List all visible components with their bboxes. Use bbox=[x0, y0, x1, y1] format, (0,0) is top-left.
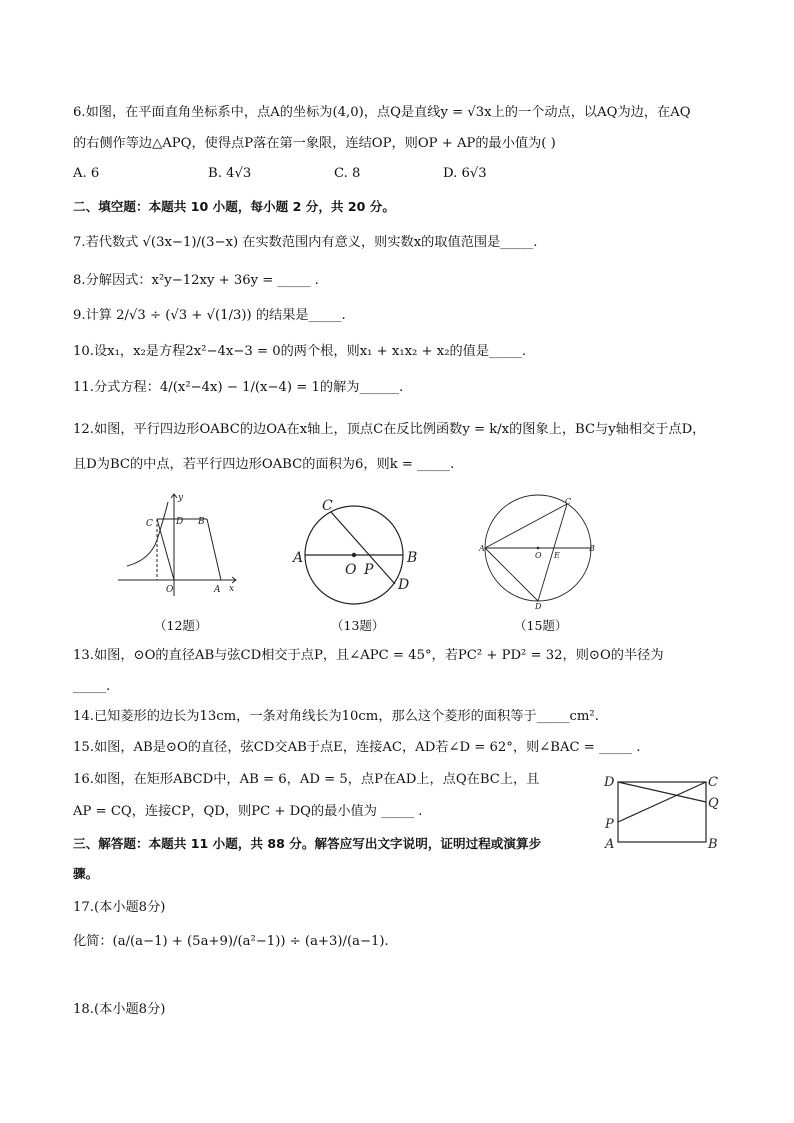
q6-option-d: D. 6√3 bbox=[443, 166, 487, 181]
fig15-label-d: D bbox=[535, 602, 542, 610]
caption-12: （12题） bbox=[154, 618, 208, 633]
fig13-label-d: D bbox=[398, 577, 410, 593]
q8: 8.分解因式：x²y−12xy + 36y = _____ . bbox=[73, 273, 319, 288]
q16-line2: AP = CQ，连接CP，QD，则PC + DQ的最小值为 _____ . bbox=[73, 804, 423, 819]
fig15-label-c: C bbox=[565, 497, 572, 506]
fig13-label-a: A bbox=[293, 550, 304, 566]
fig12-label-x: x bbox=[229, 584, 235, 594]
fig15-label-o: O bbox=[535, 551, 542, 560]
q11: 11.分式方程：4/(x²−4x) − 1/(x−4) = 1的解为______. bbox=[73, 380, 404, 395]
figure-13 bbox=[288, 492, 428, 610]
caption-15: （15题） bbox=[514, 618, 568, 633]
q18-heading: 18.(本小题8分) bbox=[73, 1002, 166, 1017]
fig12-label-d: D bbox=[176, 517, 184, 527]
fig13-label-o: O bbox=[345, 562, 357, 578]
q6-line1: 6.如图，在平面直角坐标系中，点A的坐标为(4,0)，点Q是直线y = √3x上的一个动点，以AQ为边，在AQ bbox=[73, 105, 691, 120]
q16-line1: 16.如图，在矩形ABCD中，AB = 6，AD = 5，点P在AD上，点Q在BC上，且 bbox=[73, 772, 540, 787]
figure-12 bbox=[112, 488, 242, 600]
q7: 7.若代数式 √(3x−1)/(3−x) 在实数范围内有意义，则实数x的取值范围是_____. bbox=[73, 235, 538, 250]
section-3-heading-line2: 骤。 bbox=[73, 866, 99, 881]
figure-16 bbox=[598, 770, 723, 854]
q6-line2: 的右侧作等边△APQ，使得点P落在第一象限，连结OP，则OP + AP的最小值为( ) bbox=[73, 136, 556, 151]
q13-line1: 13.如图，⊙O的直径AB与弦CD相交于点P，且∠APC = 45°，若PC² + PD² = 32，则⊙O的半径为 bbox=[73, 648, 664, 663]
fig16-label-q: Q bbox=[708, 796, 719, 811]
caption-13: （13题） bbox=[331, 618, 385, 633]
q12-line2: 且D为BC的中点，若平行四边形OABC的面积为6，则k = _____. bbox=[73, 457, 455, 472]
fig15-label-e: E bbox=[554, 551, 560, 560]
fig15-label-b: B bbox=[589, 544, 595, 553]
q9: 9.计算 2/√3 ÷ (√3 + √(1/3)) 的结果是_____. bbox=[73, 308, 346, 323]
fig16-label-b: B bbox=[708, 837, 718, 852]
q6-option-c: C. 8 bbox=[334, 166, 361, 181]
q15: 15.如图，AB是⊙O的直径，弦CD交AB于点E，连接AC，AD若∠D = 62°，则∠BAC = _____ . bbox=[73, 740, 641, 755]
fig13-label-c: C bbox=[322, 498, 333, 514]
fig16-label-d: D bbox=[604, 775, 615, 790]
figure-15 bbox=[474, 492, 604, 610]
fig12-label-b: B bbox=[198, 517, 205, 527]
fig16-label-a: A bbox=[605, 837, 615, 852]
q6-option-b: B. 4√3 bbox=[208, 166, 252, 181]
q14: 14.已知菱形的边长为13cm，一条对角线长为10cm，那么这个菱形的面积等于_____cm². bbox=[73, 709, 599, 724]
q13-line2: _____. bbox=[73, 679, 111, 694]
fig12-label-y: y bbox=[178, 493, 184, 503]
fig16-label-c: C bbox=[708, 775, 718, 790]
section-3-heading-line1: 三、解答题：本题共 11 小题，共 88 分。解答应写出文字说明，证明过程或演算步 bbox=[73, 836, 542, 851]
q17-body: 化简：(a/(a−1) + (5a+9)/(a²−1)) ÷ (a+3)/(a−1). bbox=[73, 934, 389, 949]
section-2-heading: 二、填空题：本题共 10 小题，每小题 2 分，共 20 分。 bbox=[73, 199, 395, 214]
fig15-label-a: A bbox=[479, 544, 485, 553]
fig12-label-a: A bbox=[214, 585, 221, 595]
fig13-label-p: P bbox=[364, 562, 374, 578]
fig16-label-p: P bbox=[605, 817, 614, 832]
fig12-label-o: O bbox=[166, 585, 174, 595]
fig13-label-b: B bbox=[407, 550, 418, 566]
q12-line1: 12.如图，平行四边形OABC的边OA在x轴上，顶点C在反比例函数y = k/x的图象上，BC与y轴相交于点D， bbox=[73, 422, 706, 437]
q6-option-a: A. 6 bbox=[73, 166, 100, 181]
fig12-label-c: C bbox=[146, 519, 153, 529]
q10: 10.设x₁，x₂是方程2x²−4x−3 = 0的两个根，则x₁ + x₁x₂ + x₂的值是_____. bbox=[73, 344, 527, 359]
q17-heading: 17.(本小题8分) bbox=[73, 900, 166, 915]
